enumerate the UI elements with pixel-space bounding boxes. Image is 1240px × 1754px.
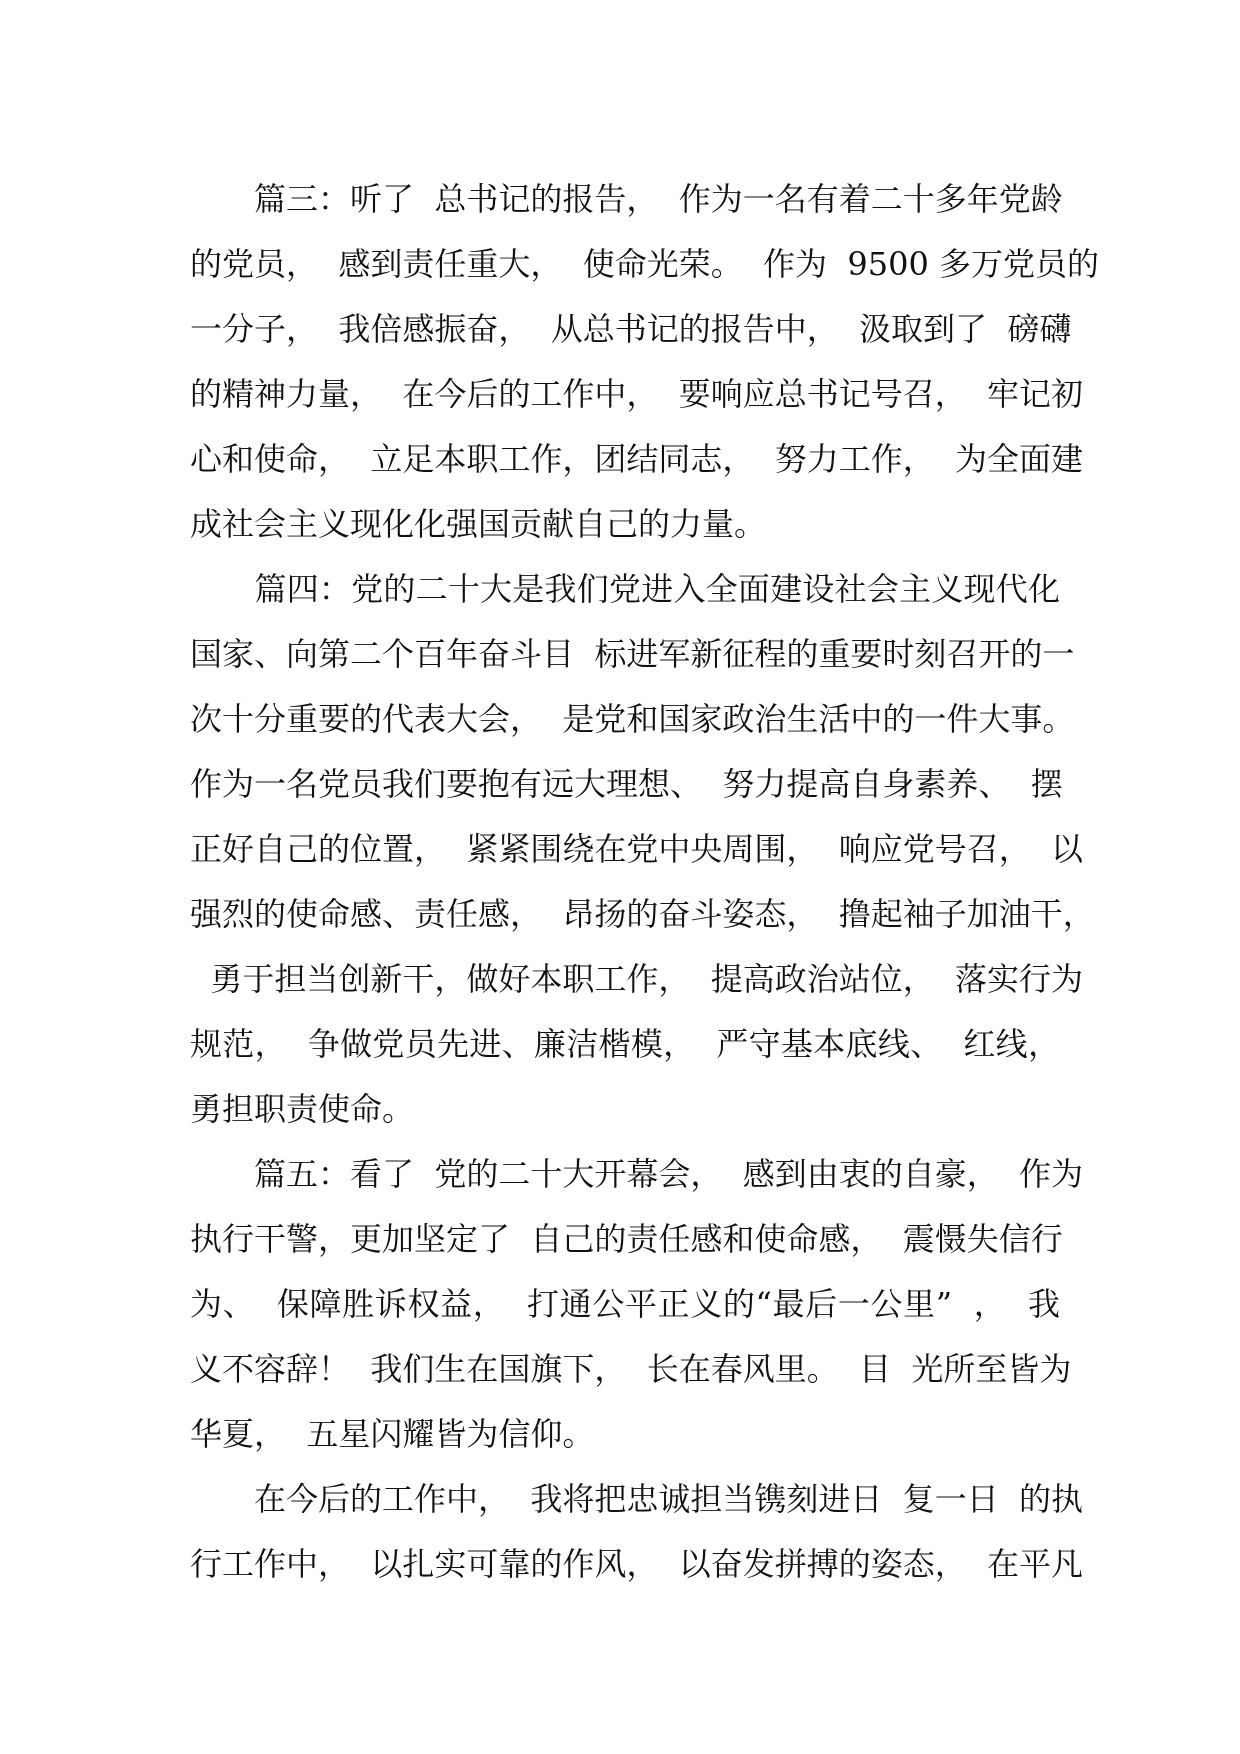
paragraph-4-line-4: 作为一名党员我们要抱有远大理想、 努力提高自身素养、 摆: [190, 765, 1063, 803]
paragraph-4-line-2: 国家、向第二个百年奋斗目 标进军新征程的重要时刻召开的一: [190, 635, 1075, 673]
paragraph-4-line-9: 勇担职责使命。: [190, 1090, 415, 1128]
paragraph-3-line-2: 的党员， 感到责任重大， 使命光荣。 作为 9500 多万党员的: [190, 245, 1099, 283]
paragraph-4-line-1: 篇四：党的二十大是我们党进入全面建设社会主义现代化: [190, 570, 1060, 608]
paragraph-3-line-6: 成社会主义现化化强国贡献自己的力量。: [190, 505, 767, 543]
paragraph-3-line-1: 篇三：听了 总书记的报告， 作为一名有着二十多年党龄: [190, 180, 1063, 218]
paragraph-3-line-5: 心和使命， 立足本职工作，团结同志， 努力工作， 为全面建: [190, 440, 1084, 478]
paragraph-5-line-4: 义不容辞！ 我们生在国旗下， 长在春风里。 目 光所至皆为: [190, 1350, 1072, 1388]
paragraph-3-line-3: 一分子， 我倍感振奋， 从总书记的报告中， 汲取到了 磅礴: [190, 310, 1072, 348]
paragraph-4-line-5: 正好自己的位置， 紧紧围绕在党中央周围， 响应党号召， 以: [190, 830, 1084, 868]
paragraph-4-line-8: 规范， 争做党员先进、廉洁楷模， 严守基本底线、 红线，: [190, 1025, 1060, 1063]
paragraph-5-line-3: 为、 保障胜诉权益， 打通公平正义的“最后一公里” ， 我: [190, 1285, 1060, 1323]
paragraph-5-line-2: 执行干警，更加坚定了 自己的责任感和使命感， 震慑失信行: [190, 1220, 1063, 1258]
paragraph-3-line-4: 的精神力量， 在今后的工作中， 要响应总书记号召， 牢记初: [190, 375, 1084, 413]
paragraph-4-line-3: 次十分重要的代表大会， 是党和国家政治生活中的一件大事。: [190, 700, 1075, 738]
paragraph-4-line-7: 勇于担当创新干，做好本职工作， 提高政治站位， 落实行为: [190, 960, 1084, 998]
paragraph-5-line-5: 华夏， 五星闪耀皆为信仰。: [190, 1415, 595, 1453]
paragraph-5-line-1: 篇五：看了 党的二十大开幕会， 感到由衷的自豪， 作为: [190, 1155, 1084, 1193]
document-body: [190, 167, 1099, 1597]
paragraph-4-line-6: 强烈的使命感、责任感， 昂扬的奋斗姿态， 撸起袖子加油干，: [190, 895, 1095, 933]
paragraph-6-line-1: 在今后的工作中， 我将把忠诚担当镌刻进日 复一日 的执: [190, 1480, 1084, 1518]
paragraph-6-line-2: 行工作中， 以扎实可靠的作风， 以奋发拼搏的姿态， 在平凡: [190, 1545, 1084, 1583]
